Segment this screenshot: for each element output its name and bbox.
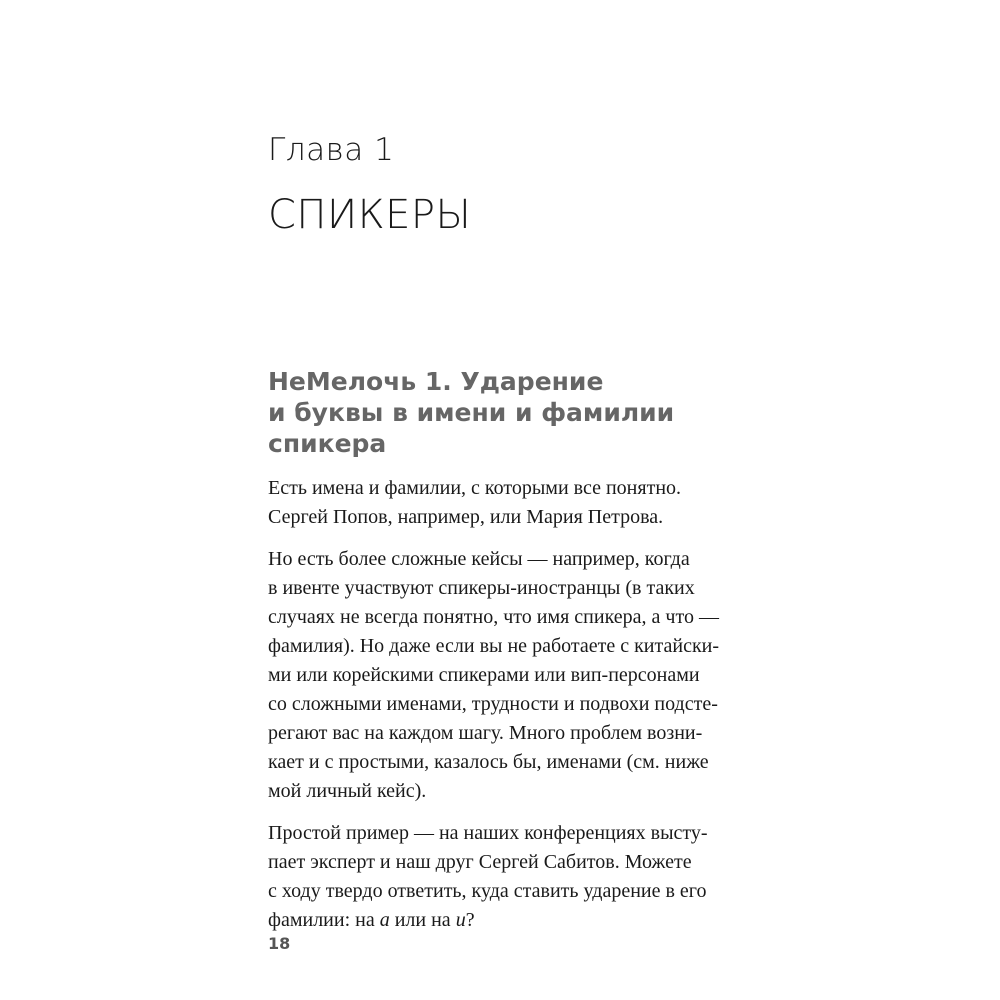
section-heading-line: спикера	[268, 429, 387, 458]
text-line: кает и с простыми, казалось бы, именами (см. ниже	[268, 751, 709, 773]
paragraph	[268, 545, 748, 806]
text-line: фамилия). Но даже если вы не работаете с китайски-	[268, 635, 720, 657]
text-line: мой личный кейс).	[268, 780, 427, 802]
text-segment: фамилии: на	[268, 909, 380, 931]
text-line: в ивенте участвуют спикеры-иностранцы (в таких	[268, 577, 695, 599]
text-line	[268, 906, 748, 935]
chapter-title: СПИКЕРЫ	[268, 192, 472, 238]
text-segment: ?	[465, 909, 475, 931]
section-heading-line: НеМелочь 1. Ударение	[268, 367, 604, 396]
text-line: Есть имена и фамилии, с которыми все понятно.	[268, 477, 682, 499]
paragraph	[268, 819, 748, 935]
body-text	[268, 474, 748, 948]
section-heading	[268, 366, 675, 459]
page-number: 18	[268, 934, 291, 953]
text-line: случаях не всегда понятно, что имя спикера, а что —	[268, 606, 719, 628]
italic-letter: и	[455, 909, 466, 931]
paragraph	[268, 474, 748, 532]
text-line: Простой пример — на наших конференциях высту-	[268, 822, 708, 844]
text-line: пает эксперт и наш друг Сергей Сабитов. Можете	[268, 851, 692, 873]
text-line: Но есть более сложные кейсы — например, когда	[268, 548, 690, 570]
text-line: регают вас на каждом шагу. Много проблем возни-	[268, 722, 703, 744]
section-heading-line: и буквы в имени и фамилии	[268, 398, 675, 427]
italic-letter: а	[379, 909, 390, 931]
text-line: ми или корейскими спикерами или вип-персонами	[268, 664, 700, 686]
text-segment: или на	[389, 909, 456, 931]
text-line: с ходу твердо ответить, куда ставить ударение в его	[268, 880, 707, 902]
text-line: со сложными именами, трудности и подвохи подсте-	[268, 693, 718, 715]
text-line: Сергей Попов, например, или Мария Петрова.	[268, 506, 664, 528]
chapter-label: Глава 1	[268, 132, 395, 168]
